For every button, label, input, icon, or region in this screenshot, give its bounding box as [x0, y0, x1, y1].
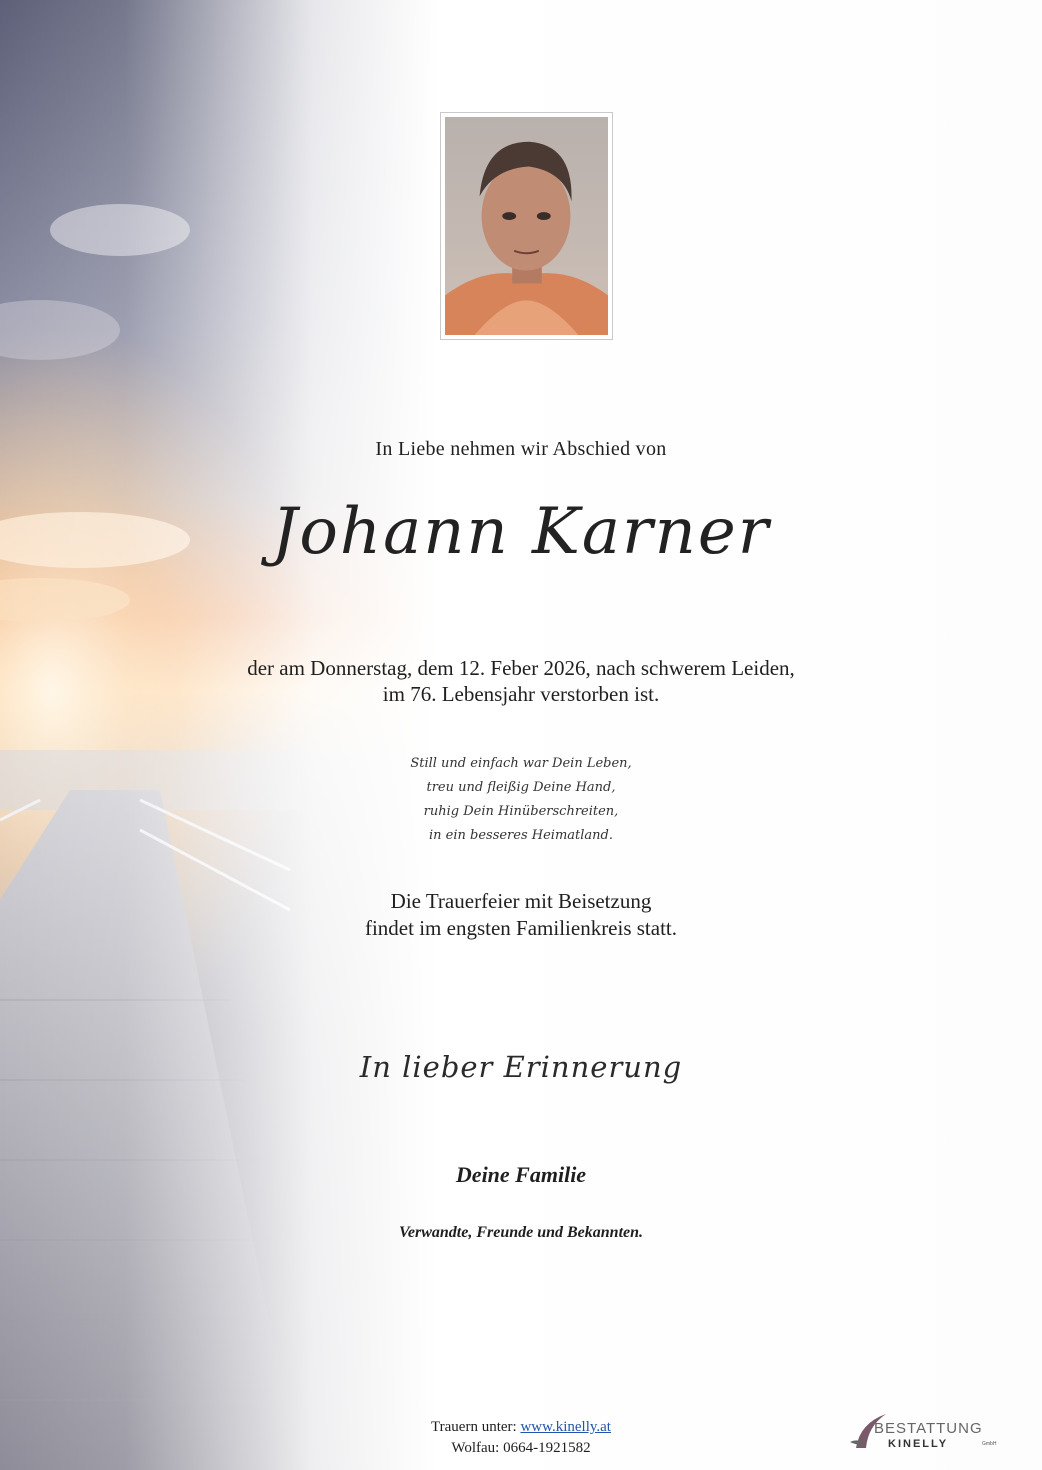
funeral-home-logo: [848, 1408, 998, 1458]
footer-phone: Wolfau: 0664-1921582: [451, 1440, 591, 1456]
poem: [0, 752, 1042, 848]
poem-line: ruhig Dein Hinüberschreiten,: [423, 804, 619, 819]
death-line: der am Donnerstag, dem 12. Feber 2026, nach schwerem Leiden,: [247, 656, 795, 680]
service-line: findet im engsten Familienkreis statt.: [364, 916, 678, 940]
deceased-name: Johann Karner: [271, 495, 771, 569]
mourn-label: Trauern unter:: [431, 1419, 517, 1435]
portrait-photo: [440, 112, 613, 340]
service-line: Die Trauerfeier mit Beisetzung: [390, 889, 652, 913]
death-line: im 76. Lebensjahr verstorben ist.: [382, 682, 660, 706]
poem-line: Still und einfach war Dein Leben,: [410, 756, 632, 771]
logo-text-gmbh: GmbH: [982, 1441, 997, 1447]
death-notice: [0, 655, 1042, 707]
website-link[interactable]: www.kinelly.at: [520, 1419, 611, 1435]
relatives-line: Verwandte, Freunde und Bekannten.: [398, 1224, 644, 1241]
logo-text-kinelly: KINELLY: [888, 1438, 949, 1450]
intro-text: In Liebe nehmen wir Abschied von: [375, 438, 667, 460]
memory-heading: In lieber Erinnerung: [359, 1050, 683, 1084]
logo-text-bestattung: BESTATTUNG: [874, 1420, 983, 1437]
poem-line: in ein besseres Heimatland.: [428, 828, 613, 843]
poem-line: treu und fleißig Deine Hand,: [426, 780, 616, 795]
family-signature: Deine Familie: [455, 1162, 587, 1187]
funeral-service-info: [0, 888, 1042, 942]
